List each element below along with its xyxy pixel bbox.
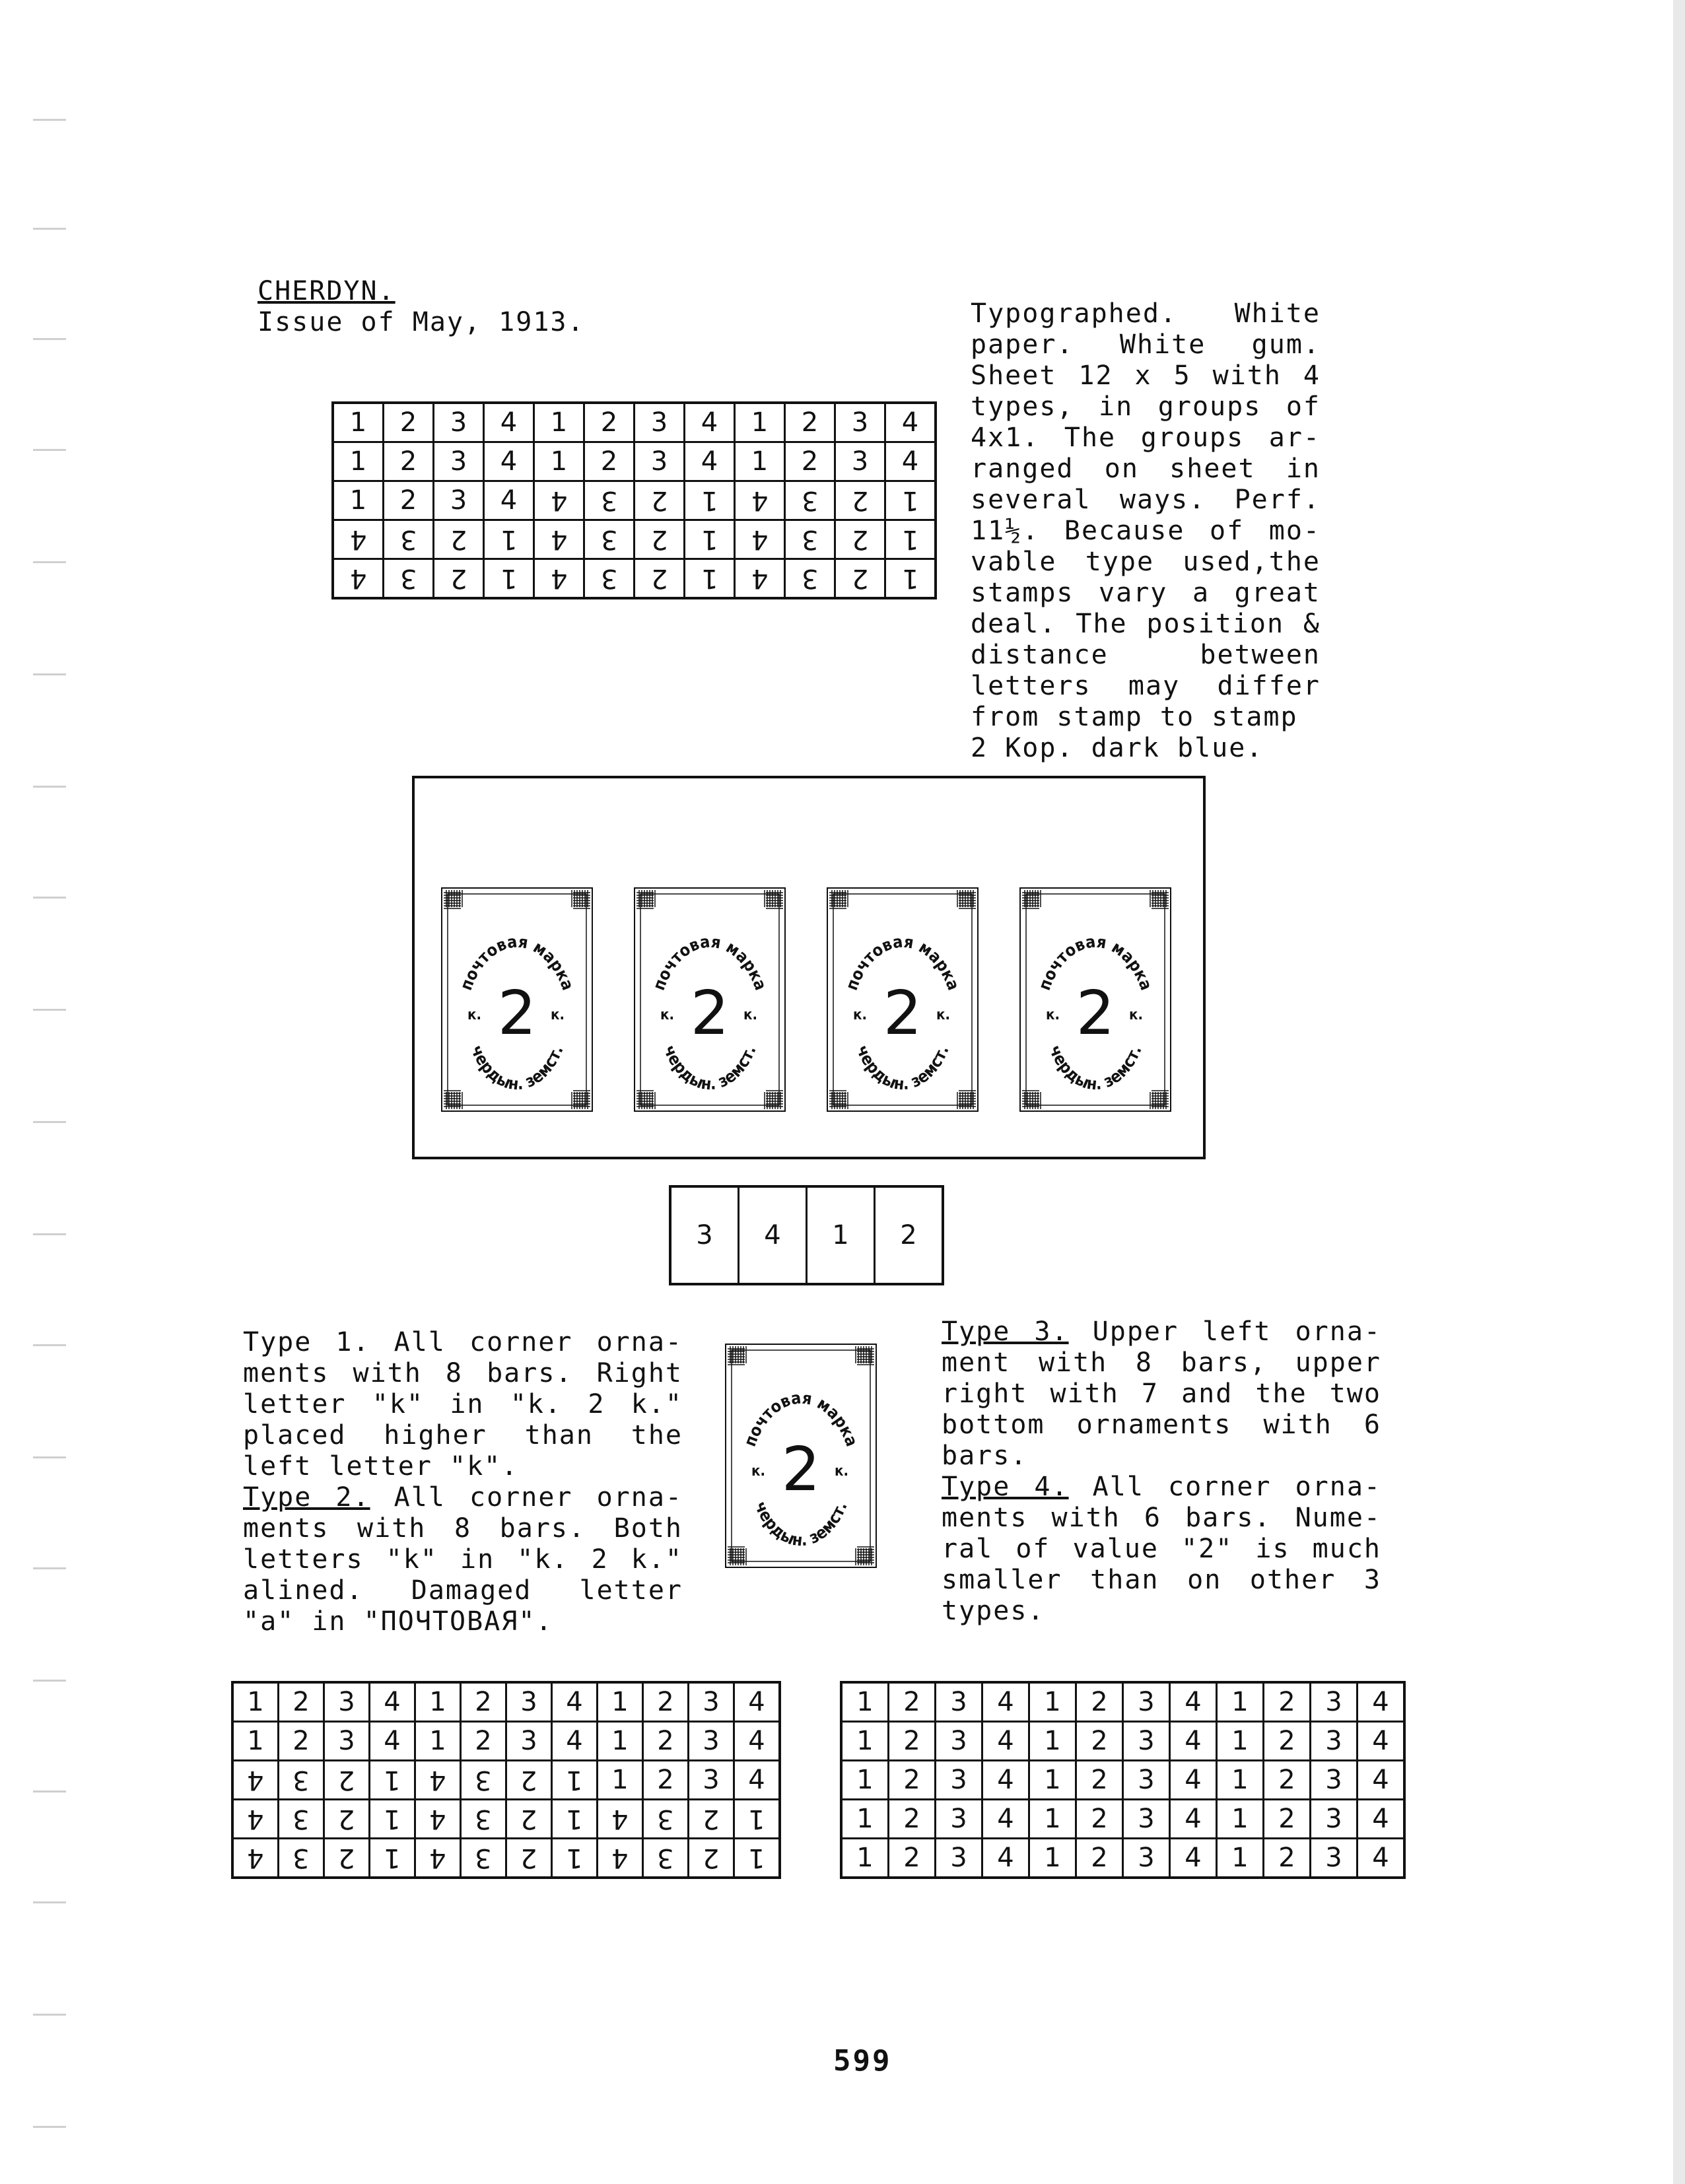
type-cell: 3: [635, 442, 685, 481]
stamp-image: [441, 887, 593, 1112]
svg-text:к.: к.: [551, 1007, 565, 1023]
type-cell: 2: [1076, 1800, 1123, 1839]
type-cell-inverted: 2: [689, 1800, 734, 1839]
type-cell: 1: [841, 1839, 889, 1878]
type-cell: 3: [1311, 1722, 1358, 1761]
type-cell-inverted: 3: [584, 481, 635, 520]
type-cell-inverted: 4: [598, 1839, 643, 1878]
type-cell-inverted: 4: [232, 1800, 279, 1839]
type-cell: 1: [415, 1682, 461, 1722]
strip-order-cell: 1: [807, 1186, 875, 1284]
type-cell-inverted: 4: [735, 481, 785, 520]
binder-mark: [33, 1680, 66, 1682]
type-cell-inverted: 1: [370, 1761, 415, 1800]
type-cell: 3: [1311, 1800, 1358, 1839]
type-cell-inverted: 3: [584, 520, 635, 559]
type-cell: 2: [279, 1682, 324, 1722]
type-cell: 3: [506, 1682, 552, 1722]
sheet-layout-table-bottom-right: [840, 1681, 1406, 1879]
type-cell-inverted: 3: [461, 1839, 506, 1878]
type-cell: 3: [1123, 1682, 1170, 1722]
page-title: CHERDYN.: [258, 276, 395, 306]
type-cell: 4: [484, 481, 534, 520]
strip-order-cell: 3: [670, 1186, 739, 1284]
binder-mark: [33, 561, 66, 563]
sheet-row: [232, 1839, 780, 1878]
type-cell: 4: [1358, 1800, 1405, 1839]
type-cell: 4: [484, 403, 534, 442]
binder-mark: [33, 1344, 66, 1346]
type-cell: 1: [1217, 1761, 1264, 1800]
sheet-row: [333, 481, 936, 520]
type-cell: 1: [232, 1682, 279, 1722]
type-cell: 3: [936, 1722, 982, 1761]
svg-text:2: 2: [781, 1434, 821, 1505]
svg-text:чердын. земст.: чердын. земст.: [660, 1042, 760, 1094]
type-cell-inverted: 2: [635, 520, 685, 559]
type-cell: 1: [333, 403, 384, 442]
type-cell: 3: [689, 1722, 734, 1761]
type-cell: 4: [734, 1682, 780, 1722]
type-cell: 4: [1170, 1722, 1217, 1761]
binder-mark: [33, 2014, 66, 2016]
type-cell-inverted: 3: [584, 559, 635, 599]
type-cell-inverted: 4: [534, 520, 584, 559]
type-cell: 3: [506, 1722, 552, 1761]
stamp-image: [827, 887, 979, 1112]
svg-text:к.: к.: [751, 1463, 765, 1480]
svg-text:к.: к.: [1129, 1007, 1143, 1023]
type-cell-inverted: 3: [785, 520, 835, 559]
type-cell: 4: [982, 1722, 1029, 1761]
type-cell: 3: [434, 481, 484, 520]
svg-text:почтовая марка: почтовая марка: [842, 932, 963, 993]
type-cell: 3: [1123, 1800, 1170, 1839]
binder-mark: [33, 673, 66, 675]
type-descriptions-right: [942, 1316, 1381, 1627]
type-cell: 4: [1358, 1839, 1405, 1878]
type4-label: Type 4.: [942, 1472, 1069, 1502]
sheet-row: [232, 1682, 780, 1722]
svg-text:к.: к.: [835, 1463, 848, 1480]
type-cell-inverted: 4: [735, 559, 785, 599]
strip-order-cell: 2: [875, 1186, 944, 1284]
type-cell-inverted: 4: [232, 1761, 279, 1800]
sheet-row: [841, 1761, 1404, 1800]
sheet-row: [232, 1800, 780, 1839]
binder-mark: [33, 119, 66, 121]
type-cell: 3: [936, 1800, 982, 1839]
type-cell-inverted: 2: [835, 559, 885, 599]
type-cell: 2: [384, 403, 434, 442]
sheet-row: [333, 520, 936, 559]
type-cell: 2: [384, 481, 434, 520]
type-cell: 4: [1170, 1839, 1217, 1878]
type-cell-inverted: 1: [734, 1800, 780, 1839]
type-cell: 1: [1029, 1682, 1076, 1722]
type-cell-inverted: 1: [685, 559, 735, 599]
type-cell-inverted: 1: [370, 1839, 415, 1878]
type-cell: 1: [534, 403, 584, 442]
type-cell-inverted: 2: [506, 1761, 552, 1800]
page-number: 599: [833, 2044, 892, 2078]
type-cell-inverted: 2: [835, 520, 885, 559]
type-cell: 4: [885, 442, 936, 481]
type-cell-inverted: 3: [384, 520, 434, 559]
type-cell-inverted: 1: [734, 1839, 780, 1878]
page-edge-shadow: [1673, 0, 1685, 2184]
type-cell: 3: [635, 403, 685, 442]
sheet-row: [841, 1722, 1404, 1761]
type-cell: 4: [370, 1722, 415, 1761]
type-cell: 4: [982, 1800, 1029, 1839]
type-cell: 1: [598, 1722, 643, 1761]
type-cell: 2: [584, 403, 635, 442]
svg-text:к.: к.: [1046, 1007, 1060, 1023]
type-cell-inverted: 2: [635, 481, 685, 520]
type-cell-inverted: 3: [384, 559, 434, 599]
stamp-image: [1019, 887, 1171, 1112]
type-cell-inverted: 2: [434, 520, 484, 559]
type-cell: 2: [889, 1722, 936, 1761]
type-cell: 2: [643, 1722, 689, 1761]
type-cell: 1: [735, 442, 785, 481]
type-cell: 4: [1358, 1761, 1405, 1800]
type-cell: 2: [384, 442, 434, 481]
type-cell-inverted: 3: [461, 1800, 506, 1839]
sheet-row: [333, 559, 936, 599]
type-cell-inverted: 3: [279, 1761, 324, 1800]
svg-text:почтовая марка: почтовая марка: [456, 932, 578, 993]
binder-mark: [33, 1567, 66, 1569]
type-cell: 4: [982, 1839, 1029, 1878]
type-cell: 1: [735, 403, 785, 442]
type2-text: All corner orna- ments with 8 bars. Both letters "k" in "k. 2 k." alined. Damaged letter "a" in "ПОЧТОВАЯ".: [243, 1482, 683, 1637]
issue-subtitle: Issue of May, 1913.: [258, 307, 585, 337]
svg-text:почтовая марка: почтовая марка: [740, 1388, 862, 1449]
strip-order-cell: 4: [739, 1186, 807, 1284]
type-cell-inverted: 1: [885, 481, 936, 520]
type-cell-inverted: 2: [506, 1839, 552, 1878]
binder-mark: [33, 1456, 66, 1458]
binder-mark: [33, 338, 66, 340]
svg-text:почтовая марка: почтовая марка: [649, 932, 771, 993]
type-cell-inverted: 3: [643, 1800, 689, 1839]
type-cell: 3: [936, 1761, 982, 1800]
type-cell: 4: [370, 1682, 415, 1722]
intro-value-line: 2 Kop. dark blue.: [971, 733, 1264, 763]
type-cell-inverted: 3: [279, 1839, 324, 1878]
type-cell: 1: [232, 1722, 279, 1761]
page-heading: [258, 276, 585, 338]
type-cell: 1: [1217, 1839, 1264, 1878]
type-cell-inverted: 2: [434, 559, 484, 599]
type-cell: 1: [1029, 1761, 1076, 1800]
type-cell: 1: [598, 1761, 643, 1800]
type-cell: 1: [841, 1722, 889, 1761]
type-cell: 2: [643, 1682, 689, 1722]
type-cell: 2: [1076, 1839, 1123, 1878]
type-cell-inverted: 2: [506, 1800, 552, 1839]
type-cell: 2: [785, 442, 835, 481]
sheet-row: [841, 1839, 1404, 1878]
type-cell: 2: [1264, 1682, 1311, 1722]
binder-mark: [33, 786, 66, 788]
type-cell-inverted: 3: [643, 1839, 689, 1878]
binder-mark: [33, 1791, 66, 1792]
svg-text:к.: к.: [743, 1007, 757, 1023]
type-cell: 4: [734, 1761, 780, 1800]
type1-label: Type 1.: [243, 1327, 370, 1357]
svg-text:2: 2: [690, 978, 730, 1048]
sheet-layout-table-bottom-left: [231, 1681, 781, 1879]
type-cell-inverted: 3: [785, 481, 835, 520]
type-cell: 2: [1076, 1682, 1123, 1722]
type-cell-inverted: 2: [324, 1761, 370, 1800]
binder-mark: [33, 897, 66, 899]
type-cell: 1: [333, 442, 384, 481]
type-cell: 3: [936, 1682, 982, 1722]
svg-text:чердын. земст.: чердын. земст.: [751, 1499, 851, 1550]
type-cell: 2: [461, 1682, 506, 1722]
type-cell-inverted: 3: [785, 559, 835, 599]
type-cell: 4: [885, 403, 936, 442]
type-cell: 2: [1076, 1761, 1123, 1800]
type-cell-inverted: 4: [598, 1800, 643, 1839]
type-cell: 1: [333, 481, 384, 520]
type-cell: 3: [1311, 1682, 1358, 1722]
sheet-row: [333, 442, 936, 481]
type-cell: 2: [1076, 1722, 1123, 1761]
type-cell: 2: [279, 1722, 324, 1761]
type-cell-inverted: 2: [324, 1800, 370, 1839]
type-cell-inverted: 1: [685, 520, 735, 559]
svg-text:чердын. земст.: чердын. земст.: [1045, 1042, 1146, 1094]
type4-description: [942, 1472, 1381, 1627]
svg-text:чердын. земст.: чердын. земст.: [467, 1042, 567, 1094]
svg-text:к.: к.: [853, 1007, 867, 1023]
single-stamp-image: [725, 1344, 877, 1568]
type-cell: 1: [841, 1761, 889, 1800]
type-cell: 1: [534, 442, 584, 481]
type-cell: 3: [324, 1682, 370, 1722]
type-cell: 1: [1217, 1800, 1264, 1839]
binder-mark: [33, 1121, 66, 1123]
svg-text:к.: к.: [660, 1007, 674, 1023]
type-cell: 3: [689, 1682, 734, 1722]
type-cell: 2: [1264, 1722, 1311, 1761]
type-cell: 1: [598, 1682, 643, 1722]
type-cell: 2: [584, 442, 635, 481]
type-cell-inverted: 4: [415, 1839, 461, 1878]
type-cell: 1: [841, 1682, 889, 1722]
type-cell: 4: [1170, 1682, 1217, 1722]
sheet-row: [841, 1800, 1404, 1839]
type-cell-inverted: 4: [232, 1839, 279, 1878]
type-descriptions-left: [243, 1327, 683, 1637]
sheet-row: [232, 1722, 780, 1761]
type-cell: 3: [835, 403, 885, 442]
type-cell-inverted: 2: [689, 1839, 734, 1878]
type-cell: 3: [936, 1839, 982, 1878]
type1-text: All corner orna- ments with 8 bars. Right letter "k" in "k. 2 k." placed higher than the left letter "k".: [243, 1327, 683, 1482]
type-cell: 4: [685, 442, 735, 481]
type-cell: 3: [434, 442, 484, 481]
strip-type-order: [669, 1185, 944, 1285]
binder-mark: [33, 1233, 66, 1235]
type-cell: 4: [552, 1722, 598, 1761]
type-cell-inverted: 2: [835, 481, 885, 520]
type2-description: [243, 1482, 683, 1637]
type-cell: 1: [1217, 1722, 1264, 1761]
type-cell: 4: [685, 403, 735, 442]
type-cell: 3: [1123, 1722, 1170, 1761]
type-cell: 4: [982, 1682, 1029, 1722]
sheet-row: [333, 403, 936, 442]
type-cell: 1: [841, 1800, 889, 1839]
type-cell: 4: [1170, 1800, 1217, 1839]
type-cell: 1: [1029, 1839, 1076, 1878]
svg-text:чердын. земст.: чердын. земст.: [852, 1042, 953, 1094]
binder-mark: [33, 449, 66, 451]
binder-mark: [33, 1901, 66, 1903]
type-cell: 3: [1311, 1761, 1358, 1800]
type-cell: 2: [461, 1722, 506, 1761]
type-cell-inverted: 4: [735, 520, 785, 559]
svg-text:почтовая марка: почтовая марка: [1035, 932, 1156, 993]
svg-text:2: 2: [1076, 978, 1115, 1048]
type-cell: 1: [1217, 1682, 1264, 1722]
type-cell: 2: [889, 1800, 936, 1839]
intro-text: Typographed. White paper. White gum. Sheet 12 x 5 with 4 types, in groups of 4x1. The groups ar- ranged on sheet in several ways. Perf. 11½. Because of mo- vable type used,the stamps vary a great deal. The position & distance between letters may differ from stamp to stamp: [971, 298, 1321, 732]
type-cell: 4: [1170, 1761, 1217, 1800]
type-cell: 1: [1029, 1722, 1076, 1761]
type-cell: 2: [643, 1761, 689, 1800]
type-cell-inverted: 1: [484, 520, 534, 559]
sheet-row: [232, 1761, 780, 1800]
intro-description: [971, 298, 1321, 764]
type-cell: 4: [552, 1682, 598, 1722]
type-cell: 3: [835, 442, 885, 481]
type-cell: 3: [1123, 1839, 1170, 1878]
type-cell-inverted: 1: [484, 559, 534, 599]
type-cell: 3: [1311, 1839, 1358, 1878]
type-cell-inverted: 1: [885, 520, 936, 559]
type-cell: 4: [1358, 1722, 1405, 1761]
type-cell: 2: [889, 1761, 936, 1800]
type3-text: Upper left orna- ment with 8 bars, upper right with 7 and the two bottom ornaments with 6 bars.: [942, 1316, 1381, 1471]
type1-description: [243, 1327, 683, 1482]
type-cell: 3: [1123, 1761, 1170, 1800]
type-cell-inverted: 1: [885, 559, 936, 599]
type-cell-inverted: 4: [333, 520, 384, 559]
svg-text:2: 2: [883, 978, 922, 1048]
sheet-row: [841, 1682, 1404, 1722]
type-cell: 1: [1029, 1800, 1076, 1839]
type-cell: 2: [1264, 1839, 1311, 1878]
type-cell: 1: [415, 1722, 461, 1761]
type-cell-inverted: 1: [552, 1839, 598, 1878]
type-cell: 2: [889, 1682, 936, 1722]
type-cell-inverted: 1: [685, 481, 735, 520]
type-cell-inverted: 1: [552, 1800, 598, 1839]
type-cell-inverted: 1: [552, 1761, 598, 1800]
type-cell-inverted: 3: [279, 1800, 324, 1839]
type-cell: 4: [484, 442, 534, 481]
type-cell: 3: [689, 1761, 734, 1800]
type-cell: 3: [324, 1722, 370, 1761]
stamp-image: [634, 887, 786, 1112]
type-cell-inverted: 2: [324, 1839, 370, 1878]
type-cell-inverted: 4: [333, 559, 384, 599]
binder-mark: [33, 1009, 66, 1011]
stamp-strip-image: [412, 776, 1206, 1159]
type2-label: Type 2.: [243, 1482, 370, 1513]
type-cell: 2: [1264, 1800, 1311, 1839]
type-cell: 4: [734, 1722, 780, 1761]
binder-mark: [33, 2126, 66, 2128]
type4-text: All corner orna- ments with 6 bars. Nume- ral of value "2" is much smaller than on other 3 types.: [942, 1472, 1381, 1626]
type-cell-inverted: 4: [415, 1800, 461, 1839]
type-cell: 4: [982, 1761, 1029, 1800]
type-cell-inverted: 4: [534, 481, 584, 520]
type3-description: [942, 1316, 1381, 1472]
svg-text:к.: к.: [936, 1007, 950, 1023]
sheet-layout-table-top: [331, 401, 937, 599]
type-cell: 2: [785, 403, 835, 442]
type-cell-inverted: 4: [415, 1761, 461, 1800]
type3-label: Type 3.: [942, 1316, 1069, 1347]
type-cell: 2: [1264, 1761, 1311, 1800]
binder-mark: [33, 228, 66, 230]
type-cell-inverted: 3: [461, 1761, 506, 1800]
type-cell-inverted: 4: [534, 559, 584, 599]
type-cell: 4: [1358, 1682, 1405, 1722]
type-cell: 2: [889, 1839, 936, 1878]
type-cell-inverted: 2: [635, 559, 685, 599]
type-cell-inverted: 1: [370, 1800, 415, 1839]
svg-text:2: 2: [497, 978, 537, 1048]
type-cell: 3: [434, 403, 484, 442]
svg-text:к.: к.: [467, 1007, 481, 1023]
